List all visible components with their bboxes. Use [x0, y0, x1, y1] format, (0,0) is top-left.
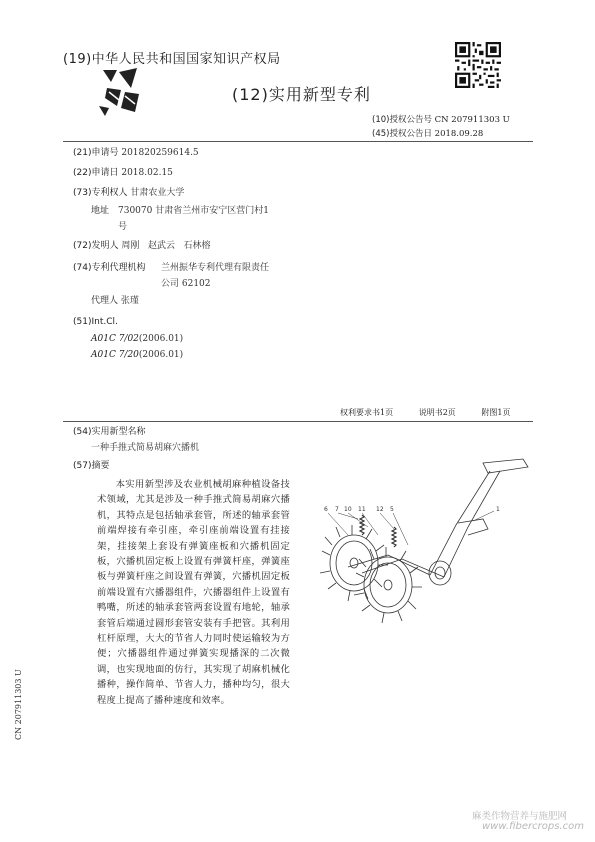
publication-number-row	[372, 113, 510, 125]
drawing-label: 12	[376, 506, 384, 513]
application-number: 201820259614.5	[121, 148, 199, 158]
handle-frame	[348, 459, 528, 577]
filing-date-label: (22)申请日	[73, 168, 119, 178]
ground-wheel	[429, 561, 451, 585]
publication-number-label: (10)授权公告号	[372, 115, 432, 125]
drawing-label: 7	[335, 506, 339, 513]
filing-date: 2018.02.15	[121, 168, 173, 178]
inventors-label: (72)发明人	[73, 241, 119, 251]
publication-number: CN 207911303 U	[434, 115, 510, 125]
ipc-version: (2006.01)	[138, 334, 184, 344]
drawing-label: 1	[496, 506, 500, 513]
ipc-label: (51)Int.Cl.	[73, 317, 118, 327]
watermark-text: 麻类作物营养与施肥网	[472, 811, 568, 822]
ipc-version: (2006.01)	[138, 350, 184, 360]
header-rule	[63, 141, 533, 142]
drawing-label: 11	[358, 506, 366, 513]
address-line-2: 号	[118, 222, 128, 232]
address-line-1: 730070 甘肃省兰州市安宁区营门村1	[118, 206, 269, 216]
drawing-label: 10	[344, 506, 352, 513]
watermark-url: www.fibercrops.com	[482, 821, 584, 832]
filing-date-row	[73, 167, 173, 179]
application-number-label: (21)申请号	[73, 148, 119, 158]
dibbler-wheel-front	[354, 547, 422, 623]
address-label: 地址	[91, 206, 110, 216]
ipc-item	[91, 333, 183, 345]
drawing-label: 6	[324, 506, 328, 513]
agent: 张瑾	[120, 296, 139, 306]
section-rule	[63, 421, 533, 422]
drawing-label: 5	[390, 506, 394, 513]
application-number-row	[73, 147, 199, 159]
springs	[360, 515, 396, 547]
ipc-code: A01C 7/02	[91, 334, 139, 344]
patentee: 甘肃农业大学	[130, 188, 185, 198]
abstract-label: (57)摘要	[73, 461, 110, 471]
publication-date-row	[372, 127, 483, 139]
agency-line-2: 公司 62102	[161, 279, 211, 289]
leader-lines	[328, 511, 494, 545]
office-name: (19)中华人民共和国国家知识产权局	[63, 52, 281, 67]
abstract-text: 本实用新型涉及农业机械胡麻种植设备技术领域，尤其是涉及一种手推式简易胡麻穴播机，其特点是包括轴承套管，所述的轴承套管前端焊接有牵引座，牵引座前端设置有挂接架，挂接架上套设有弹簧座板和穴播机固定板，穴播机固定板上设置有弹簧杆座，弹簧座板与弹簧杆座之间设置有弹簧，穴播机固定板前端设置有穴播器组件，穴播器组件上设置有鸭嘴，所述的轴承套管两套设置有地轮，轴承套管后端通过圆形套管安装有手把管。其利用杠杆原理，大大的节省人力同时使运输较为方便；穴播器组件通过弹簧实现播深的二次微调，也实现地面的仿行，其实现了胡麻机械化播种，操作简单、节省人力，播种均匀，很大程度上提高了播种速度和效率。	[97, 479, 290, 706]
seeder-drawing	[318, 455, 533, 630]
agent-label: 代理人	[91, 296, 119, 306]
agent-row	[91, 295, 139, 307]
qr-code-icon	[455, 42, 501, 88]
agency-label: (74)专利代理机构	[73, 263, 146, 273]
patent-type-title: (12)实用新型专利	[232, 85, 371, 104]
claims-summary: 权利要求书1页 说明书2页 附图1页	[340, 408, 511, 417]
patentee-row	[73, 187, 184, 199]
title-label: (54)实用新型名称	[73, 427, 146, 437]
publication-date: 2018.09.28	[434, 129, 484, 139]
inventors-row	[73, 240, 211, 252]
dibbler-wheel-rear	[320, 525, 388, 601]
ipc-item	[91, 349, 183, 361]
side-publication-code: CN 207911303 U	[14, 669, 23, 740]
inventors: 周刚 赵武云 石林榕	[121, 241, 211, 251]
patentee-label: (73)专利权人	[73, 188, 128, 198]
cnipa-logo-icon	[97, 66, 149, 118]
agency-line-1: 兰州振华专利代理有限责任	[161, 263, 270, 273]
utility-model-title: 一种手推式简易胡麻穴播机	[91, 443, 200, 453]
ipc-code: A01C 7/20	[91, 350, 139, 360]
publication-date-label: (45)授权公告日	[372, 129, 432, 139]
